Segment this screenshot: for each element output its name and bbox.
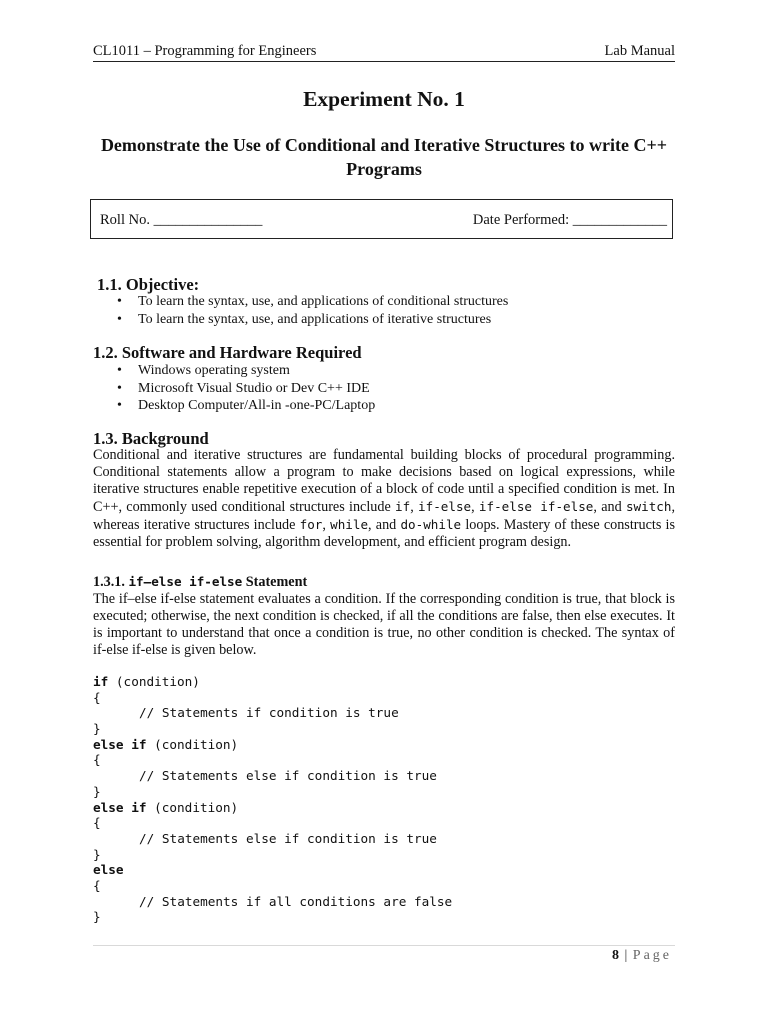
- code-line: {: [93, 877, 101, 893]
- code-keyword: if: [93, 674, 109, 689]
- page-header: [93, 43, 675, 62]
- code-line: }: [93, 909, 101, 925]
- code-keyword: else if: [93, 736, 147, 752]
- code-block: [93, 674, 452, 925]
- code-line: }: [93, 721, 101, 737]
- list-item: • Windows operating system: [114, 362, 375, 380]
- inline-code: if-else if-else: [478, 499, 594, 515]
- inline-code: while: [330, 517, 369, 533]
- code-line: // Statements else if condition is true: [139, 830, 437, 846]
- inline-code: switch: [625, 499, 672, 515]
- page-label: Page: [632, 948, 672, 963]
- inline-code: if-else: [418, 499, 472, 515]
- page-number: 8: [611, 948, 620, 963]
- code-line: // Statements if condition is true: [139, 705, 399, 721]
- experiment-subtitle: Demonstrate the Use of Conditional and Iterative Structures to write C++ Programs: [100, 135, 668, 179]
- code-text: (condition): [146, 736, 239, 752]
- paragraph-text: loops. Mastery of these constructs is essential for problem solving, algorithm development, and efficient program design.: [93, 517, 675, 551]
- code-line: {: [93, 815, 101, 831]
- code-line: }: [93, 783, 101, 799]
- subsection-label: Statement: [245, 574, 308, 590]
- code-line: [93, 800, 452, 816]
- experiment-title: Experiment No. 1: [303, 87, 465, 111]
- list-item: • To learn the syntax, use, and applications of conditional structures: [114, 293, 508, 311]
- code-line: // Statements else if condition is true: [139, 768, 437, 784]
- paragraph-text: Conditional and iterative structures are fundamental building blocks of procedural programming. Conditional statements allow a program to make decisions based on logical expressions, while iterative structures enable repetitive execution of a block of code until a specified condition is met. In C++, commonly used conditional structures include: [93, 447, 675, 516]
- list-item: • Desktop Computer/All-in -one-PC/Laptop: [114, 397, 375, 415]
- subsection-code-title: if–else if-else: [128, 574, 243, 589]
- code-line: else: [93, 862, 124, 878]
- code-line: [93, 737, 452, 753]
- footer-divider: [93, 945, 675, 946]
- subsection-paragraph: The if–else if-else statement evaluates a condition. If the corresponding condition is true, that block is executed; otherwise, the next condition is checked, if all the conditions are false, then else executes. It is important to understand that once a condition is true, no other condition is checked. The syntax of if-else if-else is given below.: [93, 591, 675, 659]
- document-type: Lab Manual: [604, 43, 675, 59]
- requirements-heading: 1.2. Software and Hardware Required: [93, 343, 362, 362]
- list-item: • Microsoft Visual Studio or Dev C++ IDE: [114, 380, 375, 398]
- objective-heading: 1.1. Objective:: [97, 275, 200, 294]
- date-performed-field: Date Performed: _____________: [472, 212, 667, 228]
- background-heading: 1.3. Background: [93, 429, 209, 448]
- code-line: {: [93, 752, 101, 768]
- code-text: (condition): [108, 674, 200, 689]
- roll-number-field: Roll No. _______________: [100, 212, 263, 228]
- course-title: CL1011 – Programming for Engineers: [93, 43, 317, 59]
- roll-date-box: [90, 199, 673, 239]
- code-line: [93, 674, 452, 690]
- footer-separator: |: [624, 948, 629, 963]
- requirements-list: [114, 362, 375, 415]
- paragraph-text: , and: [593, 499, 622, 516]
- subsection-number: 1.3.1.: [93, 574, 125, 590]
- subsection-heading: [93, 574, 307, 591]
- code-keyword: else if: [93, 799, 147, 815]
- inline-code: for: [299, 517, 323, 533]
- code-line: {: [93, 689, 101, 705]
- code-text: (condition): [146, 799, 239, 815]
- page-footer: [612, 948, 672, 964]
- code-line: }: [93, 846, 101, 862]
- inline-code: if: [395, 499, 411, 515]
- inline-code: do-while: [400, 517, 462, 533]
- paragraph-text: , whereas iterative structures include: [93, 499, 675, 534]
- list-item: • To learn the syntax, use, and applications of iterative structures: [114, 311, 508, 329]
- code-line: // Statements if all conditions are false: [139, 893, 453, 909]
- objective-list: [114, 293, 508, 328]
- background-paragraph: Conditional and iterative structures are fundamental building blocks of procedural programming. Conditional statements allow a program to make decisions based on logical expressions, while iterative structures enable repetitive execution of a block of code until a specified condition is met. In C++, commonly used conditional structures include if, if-else, if-else if-else, and switch, whereas iterative structures include for, while, and do-while loops. Mastery of these constructs is essential for problem solving, algorithm development, and efficient program design.: [93, 447, 675, 551]
